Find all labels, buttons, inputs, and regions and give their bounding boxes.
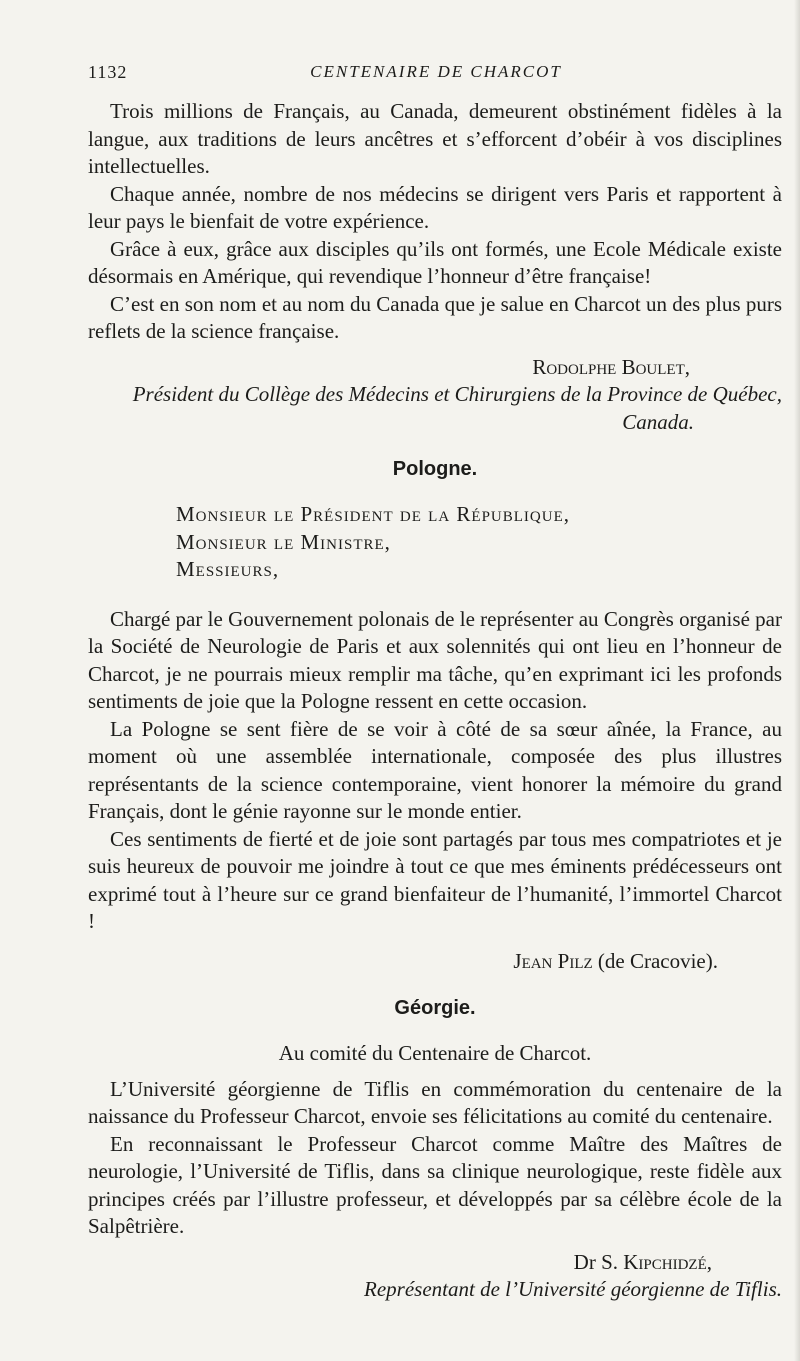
paragraph: En reconnaissant le Professeur Charcot comme Maître des Maîtres de neurologie, l’Université de Tiflis, dans sa clinique neurologique, reste fidèle aux principes créés par l’illustre professeur, et développés par sa célèbre école de la Salpêtrière. <box>88 1131 782 1238</box>
signature-title: Représentant de l’Université géorgienne de Tiflis. <box>364 1277 782 1301</box>
page-number: 1132 <box>88 62 128 82</box>
paragraph: Ces sentiments de fierté et de joie sont partagés par tous mes compatriotes et je suis heureux de pouvoir me joindre à tout ce que mes éminents prédécesseurs ont exprimé tout à l’heure sur ce grand bienfaiteur de l’humanité, l’immortel Charcot ! <box>88 826 782 933</box>
signature <box>88 1249 782 1277</box>
salutation-line: Monsieur le Ministre, <box>176 529 391 554</box>
paragraph: Chaque année, nombre de nos médecins se dirigent vers Paris et rapportent à leur pays le bienfait de votre expérience. <box>88 181 782 233</box>
pologne-section <box>88 458 782 975</box>
running-title: CENTENAIRE DE CHARCOT <box>310 62 562 81</box>
signature-name: Rodolphe Boulet, <box>532 354 690 379</box>
page-edge-shadow <box>794 0 800 1361</box>
signature-name: Kipchidzé, <box>623 1249 712 1274</box>
section-heading: Géorgie. <box>394 997 476 1019</box>
signature-prefix: Dr S. <box>573 1249 618 1274</box>
paragraph: L’Université géorgienne de Tiflis en commémoration du centenaire de la naissance du Professeur Charcot, envoie ses félicitations au comité du centenaire. <box>88 1076 782 1128</box>
signature-title-country: Canada. <box>622 409 694 434</box>
salutation <box>88 501 782 584</box>
paragraph: La Pologne se sent fière de se voir à côté de sa sœur aînée, la France, au moment où une assemblée internationale, composée des plus illustres représentants de la science contemporaine, vient honorer la mémoire du grand Français, dont le génie rayonne sur le monde entier. <box>88 716 782 823</box>
paragraph: Grâce à eux, grâce aux disciples qu’ils ont formés, une Ecole Médicale existe désormais en Amérique, qui revendique l’honneur d’être française! <box>88 236 782 288</box>
salutation-line: Monsieur le Président de la République, <box>176 502 570 526</box>
signature-name: Jean Pilz <box>513 948 593 973</box>
canada-section <box>88 98 782 436</box>
paragraph: Trois millions de Français, au Canada, demeurent obstinément fidèles à la langue, aux traditions de leurs ancêtres et s’efforcent d’obéir à vos disciplines intellectuelles. <box>88 99 782 178</box>
signature <box>88 948 782 976</box>
signature-place: (de Cracovie). <box>597 948 718 973</box>
paragraph: C’est en son nom et au nom du Canada que je salue en Charcot un des plus purs reflets de la science française. <box>88 291 782 343</box>
salutation-line: Messieurs, <box>176 557 280 581</box>
paragraph: Chargé par le Gouvernement polonais de le représenter au Congrès organisé par la Société de Neurologie de Paris et aux solennités qui ont lieu en l’honneur de Charcot, je ne pourrais mieux remplir ma tâche, qu’en exprimant ici les profonds sentiments de joie que la Pologne ressent en cette occasion. <box>88 606 782 713</box>
page-body <box>88 98 782 1304</box>
signature-title: Président du Collège des Médecins et Chirurgiens de la Province de Québec, <box>132 382 782 406</box>
address-line: Au comité du Centenaire de Charcot. <box>278 1041 592 1065</box>
page-header <box>88 62 784 86</box>
section-heading: Pologne. <box>392 458 478 480</box>
georgie-section <box>88 997 782 1304</box>
